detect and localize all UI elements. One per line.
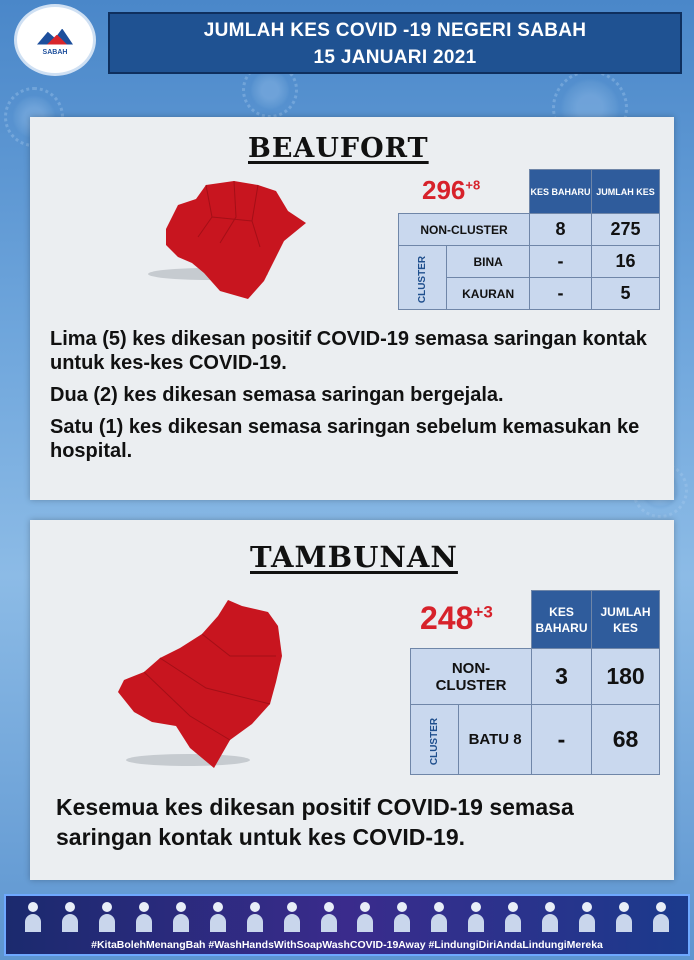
district-name: BEAUFORT (248, 133, 429, 164)
total-cases-cell: 68 (592, 705, 660, 775)
person-icon (393, 902, 411, 932)
person-icon (98, 902, 116, 932)
person-icon (467, 902, 485, 932)
person-icon (652, 902, 670, 932)
person-icon (61, 902, 79, 932)
col-header-new: KES BAHARU (532, 591, 592, 649)
title-line-1: JUMLAH KES COVID -19 NEGERI SABAH (203, 20, 587, 41)
cluster-label: CLUSTER (399, 246, 447, 310)
total-cases-cell: 5 (592, 278, 660, 310)
row-label: NON-CLUSTER (399, 214, 530, 246)
total-cases-cell: 180 (592, 649, 660, 705)
col-header-total: JUMLAH KES (592, 170, 660, 214)
case-notes (56, 792, 656, 852)
person-icon (246, 902, 264, 932)
person-icon (430, 902, 448, 932)
person-icon (135, 902, 153, 932)
col-header-new: KES BAHARU (530, 170, 592, 214)
table-row (411, 705, 660, 775)
logo-text: SABAH (42, 48, 68, 56)
person-icon (541, 902, 559, 932)
district-card-tambunan (30, 520, 674, 880)
title-line-2: 15 JANUARI 2021 (313, 47, 477, 68)
mountain-logo-icon (33, 25, 77, 47)
person-icon (615, 902, 633, 932)
note-text: Dua (2) kes dikesan semasa saringan bergejala. (50, 384, 504, 406)
person-icon (504, 902, 522, 932)
new-cases: - (530, 246, 592, 278)
row-label: KAURAN (447, 278, 530, 310)
district-name: TAMBUNAN (250, 540, 458, 574)
cluster-label: CLUSTER (411, 705, 459, 775)
row-label: BATU 8 (459, 705, 532, 775)
cases-table (410, 590, 660, 775)
district-map-tambunan (110, 596, 295, 776)
cases-table (398, 169, 660, 310)
campaign-footer (4, 894, 690, 956)
person-icon (578, 902, 596, 932)
person-icon (24, 902, 42, 932)
table-row (399, 246, 660, 278)
increment-value: +3 (473, 602, 493, 622)
note-text: Satu (1) kes dikesan semasa saringan sebelum kemasukan ke hospital. (50, 416, 640, 462)
page-title (108, 12, 682, 74)
total-cases-cell: 275 (592, 214, 660, 246)
campaign-hashtags: #KitaBolehMenangBah #WashHandsWithSoapWashCOVID-19Away #LindungiDiriAndaLindungiMereka (91, 939, 603, 951)
person-icon (172, 902, 190, 932)
person-icon (356, 902, 374, 932)
note-text: Kesemua kes dikesan positif COVID-19 semasa saringan kontak untuk kes COVID-19. (56, 794, 574, 850)
person-icon (283, 902, 301, 932)
row-label: NON-CLUSTER (411, 649, 532, 705)
district-card-beaufort (30, 117, 674, 500)
increment-value: +8 (465, 177, 481, 193)
frontliner-figures (24, 902, 670, 936)
table-row (399, 214, 660, 246)
new-cases: - (532, 705, 592, 775)
new-cases: 8 (530, 214, 592, 246)
new-cases: - (530, 278, 592, 310)
table-row (411, 649, 660, 705)
agency-logo (14, 4, 96, 76)
total-value: 296 (422, 175, 466, 205)
col-header-total: JUMLAH KES (592, 591, 660, 649)
virus-decoration (250, 70, 290, 110)
total-value: 248 (420, 600, 474, 636)
total-cases-cell: 16 (592, 246, 660, 278)
note-text: Lima (5) kes dikesan positif COVID-19 semasa saringan kontak untuk kes-kes COVID-19. (50, 328, 647, 374)
case-notes (50, 327, 670, 471)
district-map-beaufort (148, 177, 313, 307)
new-cases: 3 (532, 649, 592, 705)
person-icon (209, 902, 227, 932)
row-label: BINA (447, 246, 530, 278)
person-icon (320, 902, 338, 932)
